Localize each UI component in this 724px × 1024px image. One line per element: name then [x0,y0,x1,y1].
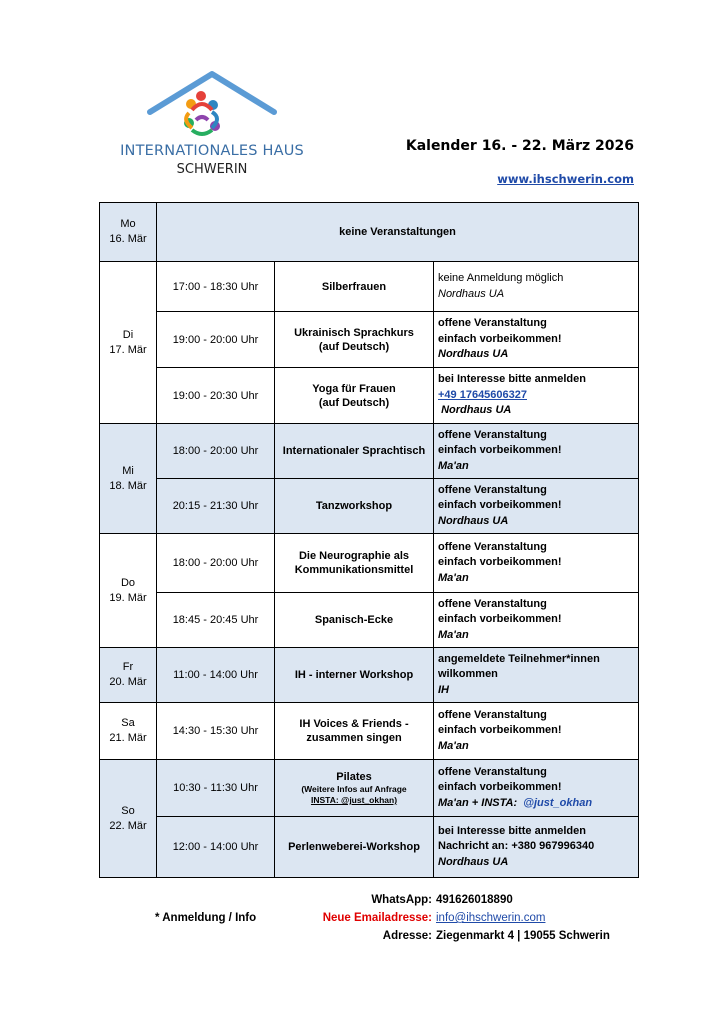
org-name: INTERNATIONALES HAUS [120,143,304,159]
no-events-cell: keine Veranstaltungen [157,203,639,262]
schedule-table [99,202,639,878]
event-info: offene Veranstaltung einfach vorbeikommen! Ma'an [434,703,639,760]
address-label: Adresse: [382,930,432,942]
event-time: 12:00 - 14:00 Uhr [157,817,275,878]
instagram-handle[interactable]: @just_okhan [523,796,593,809]
event-info: bei Interesse bitte anmelden Nachricht an: +380 967996340 Nordhaus UA [434,817,639,878]
event-time: 14:30 - 15:30 Uhr [157,703,275,760]
table-row [100,593,639,648]
event-info: keine Anmeldung möglich Nordhaus UA [434,262,639,312]
day-cell: Do 19. Mär [100,534,157,648]
event-time: 19:00 - 20:00 Uhr [157,312,275,368]
org-city: SCHWERIN [176,162,248,177]
event-title: IH - interner Workshop [275,648,434,703]
event-time: 18:45 - 20:45 Uhr [157,593,275,648]
footer-label: * Anmeldung / Info [155,912,257,924]
table-row [100,760,639,817]
calendar-title: Kalender 16. - 22. März 2026 [405,138,634,154]
day-cell: Mo 16. Mär [100,203,157,262]
event-info: offene Veranstaltung einfach vorbeikommen! Ma'an [434,424,639,479]
website-link[interactable]: www.ihschwerin.com [497,172,634,186]
email-label: Neue Emailadresse: [322,912,432,924]
event-time: 18:00 - 20:00 Uhr [157,424,275,479]
table-row [100,203,639,262]
table-row [100,262,639,312]
event-info: offene Veranstaltung einfach vorbeikommen! Nordhaus UA [434,312,639,368]
event-title: IH Voices & Friends - zusammen singen [275,703,434,760]
day-cell: Mi 18. Mär [100,424,157,534]
table-row [100,703,639,760]
event-info: angemeldete Teilnehmer*innen wilkommen IH [434,648,639,703]
whatsapp-number: 491626018890 [436,894,513,906]
event-info: offene Veranstaltung einfach vorbeikommen! Ma'an [434,593,639,648]
event-title: Ukrainisch Sprachkurs (auf Deutsch) [275,312,434,368]
address-value: Ziegenmarkt 4 | 19055 Schwerin [436,930,610,942]
day-cell: So 22. Mär [100,760,157,878]
table-row [100,534,639,593]
event-title: Internationaler Sprachtisch [275,424,434,479]
event-info: offene Veranstaltung einfach vorbeikommen! Ma'an [434,534,639,593]
event-title: Silberfrauen [275,262,434,312]
event-title: Spanisch-Ecke [275,593,434,648]
table-row [100,479,639,534]
event-title: Perlenweberei-Workshop [275,817,434,878]
event-time: 10:30 - 11:30 Uhr [157,760,275,817]
event-time: 11:00 - 14:00 Uhr [157,648,275,703]
table-row [100,648,639,703]
event-info: offene Veranstaltung einfach vorbeikommen! Ma'an + INSTA: @just_okhan [434,760,639,817]
table-row [100,312,639,368]
event-time: 17:00 - 18:30 Uhr [157,262,275,312]
day-cell: Sa 21. Mär [100,703,157,760]
day-cell: Di 17. Mär [100,262,157,424]
table-row [100,368,639,424]
email-link[interactable]: info@ihschwerin.com [436,912,546,924]
table-row [100,424,639,479]
table-row [100,817,639,878]
phone-link[interactable]: +49 17645606327 [438,388,528,401]
event-title: Die Neurographie als Kommunikationsmittel [275,534,434,593]
event-info: bei Interesse bitte anmelden +49 17645606327 Nordhaus UA [434,368,639,424]
whatsapp-label: WhatsApp: [371,894,432,906]
day-cell: Fr 20. Mär [100,648,157,703]
event-title: Tanzworkshop [275,479,434,534]
event-time: 18:00 - 20:00 Uhr [157,534,275,593]
event-time: 19:00 - 20:30 Uhr [157,368,275,424]
event-title: Pilates (Weitere Infos auf Anfrage INSTA: @just_okhan) [275,760,434,817]
event-info: offene Veranstaltung einfach vorbeikommen! Nordhaus UA [434,479,639,534]
event-title: Yoga für Frauen (auf Deutsch) [275,368,434,424]
event-time: 20:15 - 21:30 Uhr [157,479,275,534]
